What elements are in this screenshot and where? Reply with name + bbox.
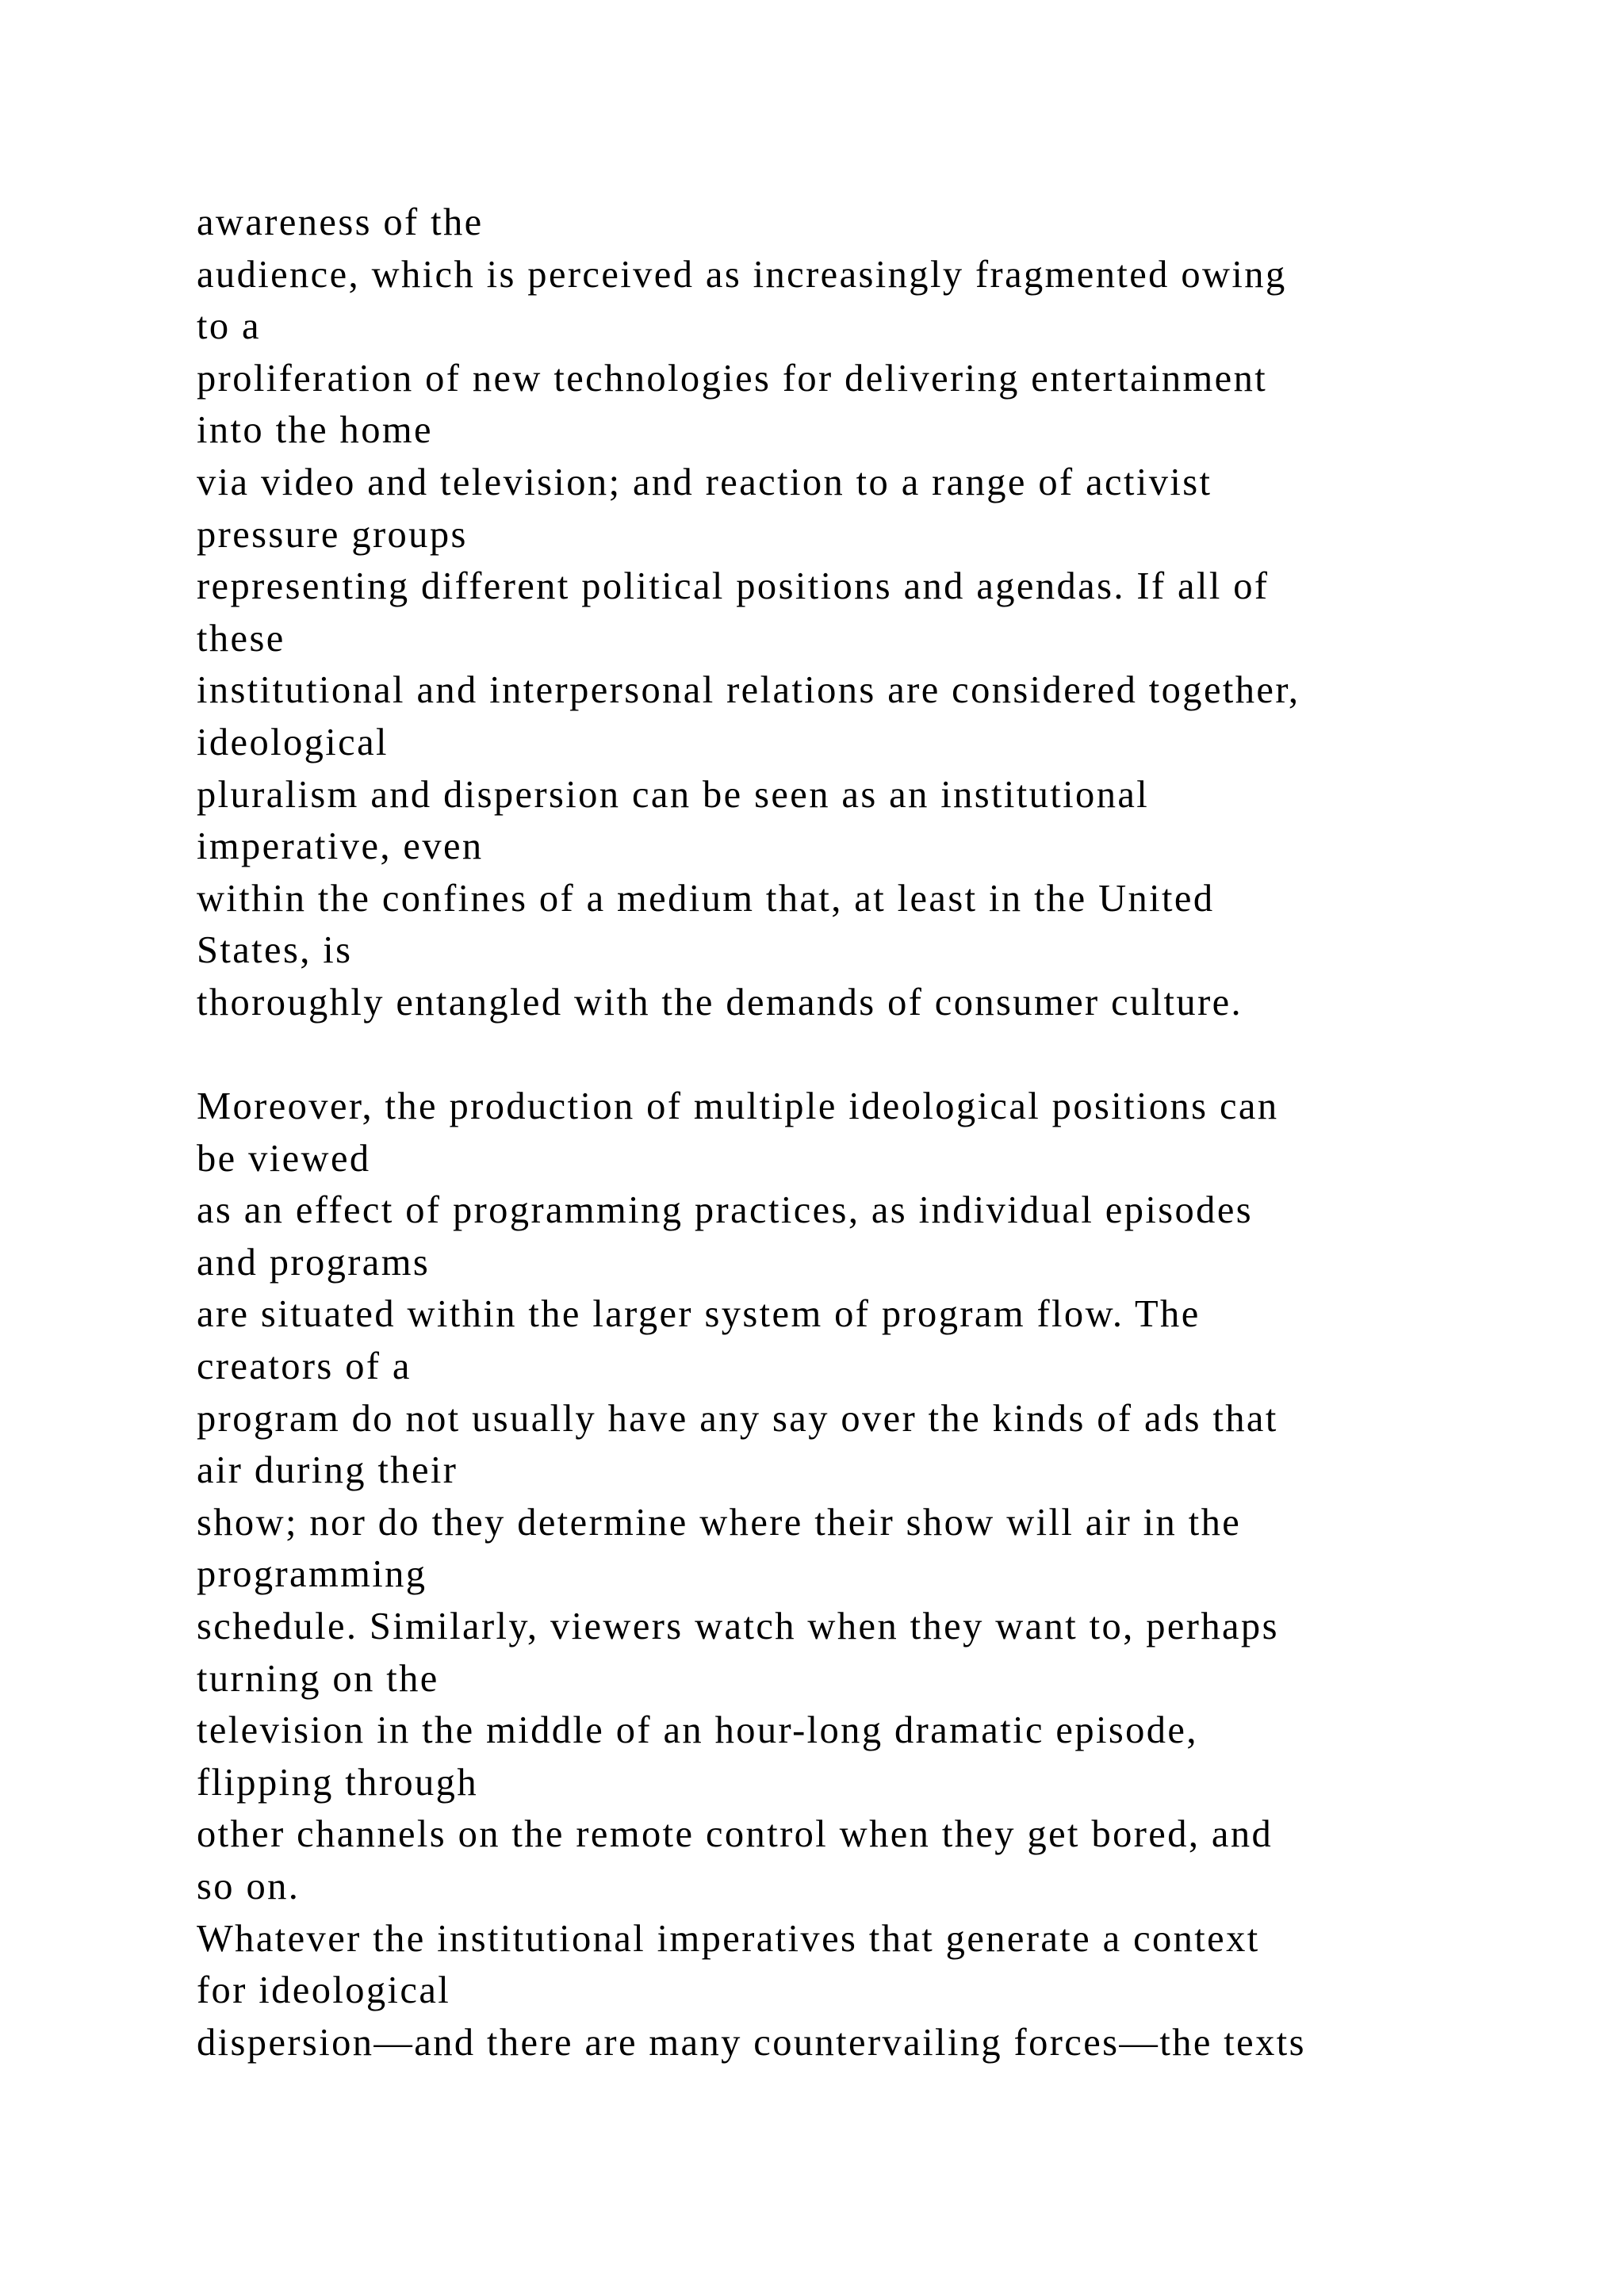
- text-line: and programs: [197, 1241, 431, 1284]
- text-line: States, is: [197, 929, 353, 972]
- text-line: turning on the: [197, 1657, 439, 1700]
- text-line: other channels on the remote control when they get bored, and: [197, 1813, 1274, 1856]
- text-line: within the confines of a medium that, at least in the United: [197, 877, 1215, 920]
- text-line: to a: [197, 305, 261, 348]
- text-line: for ideological: [197, 1969, 451, 2012]
- text-line: so on.: [197, 1866, 301, 1908]
- paragraph-break: [197, 1029, 1545, 1081]
- text-line: Whatever the institutional imperatives that generate a context: [197, 1917, 1260, 1960]
- text-line: awareness of the: [197, 201, 484, 243]
- text-line: thoroughly entangled with the demands of consumer culture.: [197, 981, 1243, 1024]
- text-line: pluralism and dispersion can be seen as an institutional: [197, 773, 1150, 816]
- text-line: programming: [197, 1553, 427, 1596]
- body-text: [197, 197, 1545, 2068]
- text-line: ideological: [197, 721, 389, 763]
- text-line: via video and television; and reaction to a range of activist: [197, 461, 1212, 503]
- text-line: television in the middle of an hour-long dramatic episode,: [197, 1709, 1198, 1752]
- text-line: show; nor do they determine where their show will air in the: [197, 1501, 1242, 1544]
- text-line: Moreover, the production of multiple ideological positions can: [197, 1085, 1279, 1128]
- text-line: proliferation of new technologies for delivering entertainment: [197, 357, 1268, 400]
- text-line: creators of a: [197, 1345, 412, 1388]
- text-line: imperative, even: [197, 825, 484, 868]
- text-line: be viewed: [197, 1137, 371, 1180]
- text-line: are situated within the larger system of program flow. The: [197, 1293, 1201, 1336]
- text-line: dispersion—and there are many countervailing forces—the texts: [197, 2021, 1306, 2064]
- text-line: institutional and interpersonal relations are considered together,: [197, 669, 1300, 712]
- text-line: schedule. Similarly, viewers watch when they want to, perhaps: [197, 1605, 1279, 1648]
- text-line: pressure groups: [197, 513, 468, 556]
- text-line: as an effect of programming practices, as individual episodes: [197, 1189, 1254, 1232]
- text-line: these: [197, 617, 285, 660]
- text-line: flipping through: [197, 1761, 478, 1804]
- text-line: program do not usually have any say over the kinds of ads that: [197, 1397, 1278, 1440]
- text-line: into the home: [197, 409, 433, 452]
- text-line: air during their: [197, 1449, 458, 1492]
- text-line: audience, which is perceived as increasingly fragmented owing: [197, 253, 1287, 296]
- text-line: representing different political positions and agendas. If all of: [197, 565, 1270, 608]
